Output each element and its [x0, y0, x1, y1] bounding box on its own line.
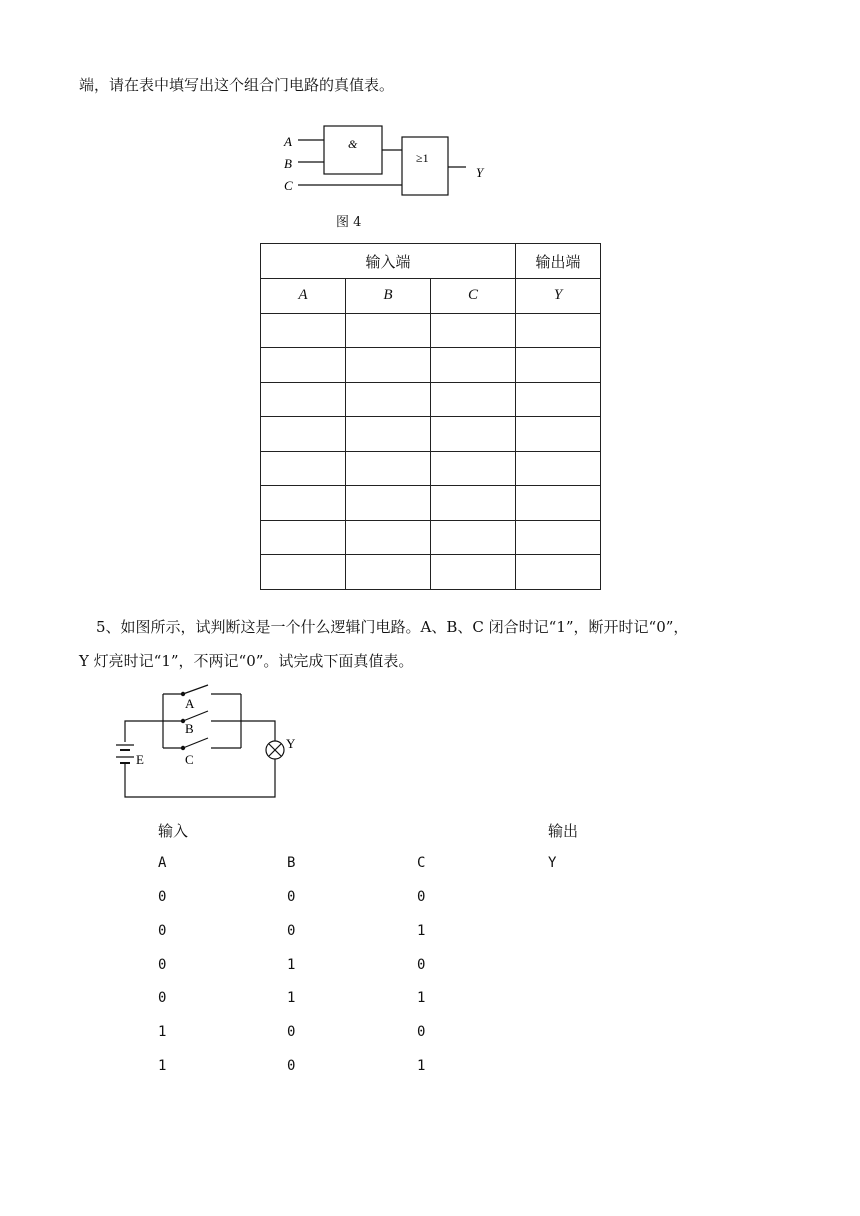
table1-cell[interactable] [431, 520, 516, 555]
table2-cell: 1 [417, 1058, 426, 1074]
gate-input-a-label: A [284, 134, 292, 149]
table1-cell[interactable] [431, 348, 516, 383]
table2-cell: 0 [158, 990, 167, 1006]
table1-cell[interactable] [431, 555, 516, 590]
table2-col-c: C [417, 855, 426, 871]
table1-row [261, 313, 601, 348]
circuit-wire [125, 759, 275, 797]
table1-header-output: 输出端 [516, 244, 601, 279]
question-5-line-2: Y 灯亮时记“1”，不两记“0”。试完成下面真值表。 [79, 652, 414, 670]
table1-cell[interactable] [346, 348, 431, 383]
table1-cell[interactable] [516, 417, 601, 452]
table1-cell[interactable] [346, 382, 431, 417]
table2-cell: 1 [417, 990, 426, 1006]
table1-cell[interactable] [261, 555, 346, 590]
table1-cell[interactable] [431, 313, 516, 348]
circuit-wire [125, 721, 163, 742]
circuit-wire [241, 721, 275, 741]
table2-cell: 0 [417, 1024, 426, 1040]
table2-cell: 0 [158, 957, 167, 973]
table2-cell: 0 [287, 923, 296, 939]
or-gate [402, 137, 448, 195]
table1-row [261, 486, 601, 521]
table1-row [261, 555, 601, 590]
table2-cell: 1 [158, 1024, 167, 1040]
gate-input-c-label: C [284, 178, 293, 193]
truth-table-1 [260, 243, 601, 590]
table1-cell[interactable] [516, 486, 601, 521]
table1-col-c: C [431, 279, 516, 314]
switch-c [183, 738, 208, 748]
logic-gate-diagram [270, 120, 510, 240]
table1-cell[interactable] [346, 520, 431, 555]
table1-row [261, 382, 601, 417]
switch-c-label: C [185, 752, 194, 767]
table2-header-output: 输出 [548, 822, 579, 840]
switch-a [183, 685, 208, 694]
or-gate-symbol: ≥1 [416, 151, 429, 165]
table2-cell: 1 [287, 957, 296, 973]
table1-cell[interactable] [516, 520, 601, 555]
figure-caption: 图 4 [336, 215, 362, 230]
table2-cell: 0 [417, 957, 426, 973]
table2-header-input: 输入 [158, 822, 189, 840]
intro-text: 端，请在表中填写出这个组合门电路的真值表。 [79, 76, 395, 94]
table1-cell[interactable] [261, 486, 346, 521]
switch-circuit-diagram [108, 684, 308, 802]
table1-cell[interactable] [346, 555, 431, 590]
table1-cell[interactable] [431, 417, 516, 452]
table1-cell[interactable] [431, 486, 516, 521]
table1-cell[interactable] [516, 313, 601, 348]
table1-cell[interactable] [431, 451, 516, 486]
gate-input-b-label: B [284, 156, 292, 171]
table1-cell[interactable] [261, 451, 346, 486]
and-gate-symbol: & [348, 137, 358, 151]
table1-cell[interactable] [346, 417, 431, 452]
table1-header-inputs: 输入端 [261, 244, 516, 279]
table1-cell[interactable] [346, 486, 431, 521]
table1-row [261, 348, 601, 383]
table1-cell[interactable] [261, 348, 346, 383]
table1-cell[interactable] [516, 382, 601, 417]
gate-output-label: Y [476, 165, 484, 180]
table2-cell: 1 [158, 1058, 167, 1074]
table2-cell: 1 [287, 990, 296, 1006]
switch-b [183, 711, 208, 721]
switch-b-label: B [185, 721, 194, 736]
lamp-label: Y [286, 736, 296, 751]
table1-col-b: B [346, 279, 431, 314]
table2-cell: 0 [287, 1058, 296, 1074]
table1-cell[interactable] [516, 348, 601, 383]
table2-cell: 1 [417, 923, 426, 939]
battery-label: E [136, 752, 144, 767]
table1-col-y: Y [516, 279, 601, 314]
table1-cell[interactable] [261, 417, 346, 452]
switch-a-label: A [185, 696, 195, 711]
table2-cell: 0 [158, 923, 167, 939]
table2-cell: 0 [287, 889, 296, 905]
table2-col-a: A [158, 855, 167, 871]
table1-cell[interactable] [261, 520, 346, 555]
table2-col-b: B [287, 855, 296, 871]
table2-cell: 0 [287, 1024, 296, 1040]
table1-cell[interactable] [516, 555, 601, 590]
table1-row [261, 520, 601, 555]
table2-col-y: Y [548, 855, 557, 871]
table1-cell[interactable] [261, 313, 346, 348]
table1-cell[interactable] [261, 382, 346, 417]
table1-cell[interactable] [431, 382, 516, 417]
table1-row [261, 417, 601, 452]
table1-cell[interactable] [346, 313, 431, 348]
table1-cell[interactable] [346, 451, 431, 486]
table1-cell[interactable] [516, 451, 601, 486]
table2-cell: 0 [417, 889, 426, 905]
table1-row [261, 451, 601, 486]
question-5-line-1: 5、如图所示，试判断这是一个什么逻辑门电路。A、B、C 闭合时记“1”，断开时记“0”， [96, 618, 689, 636]
table2-cell: 0 [158, 889, 167, 905]
table1-col-a: A [261, 279, 346, 314]
